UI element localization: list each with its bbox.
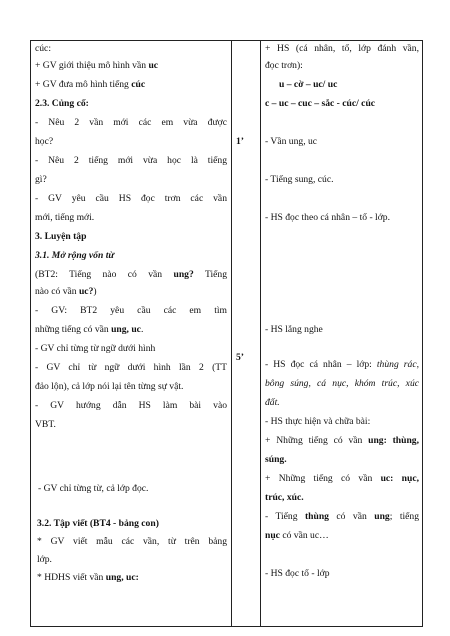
text-line: - GV chỉ từ ngữ dưới hình lần 2 (TT <box>35 362 227 373</box>
text-line: - GV chỉ từng từ ngữ dưới hình <box>35 343 156 354</box>
text-line: - HS thực hiện và chữa bài: <box>265 416 371 427</box>
text-line: bông súng, cá nục, khóm trúc, xúc <box>265 378 419 389</box>
text-line: + GV đưa mô hình tiếng cúc <box>35 79 146 90</box>
text-line: - HS đọc theo cá nhân – tổ - lớp. <box>265 212 390 223</box>
text-line: + Những tiếng có vần uc: nục, <box>265 473 420 484</box>
text-line: gì? <box>35 174 47 185</box>
text-line: - Vần ung, uc <box>265 136 318 147</box>
text-line: - GV hướng dẫn HS làm bài vào <box>35 400 227 411</box>
text-line: + GV giới thiệu mô hình vần uc <box>35 60 159 71</box>
text-line: * HDHS viết vần ung, uc: <box>37 572 139 583</box>
text-line: cúc: <box>35 43 51 54</box>
text-line: - HS lắng nghe <box>265 324 323 335</box>
duration-label: 5’ <box>236 352 244 363</box>
text-line: * GV viết mẫu các vần, từ trên bảng <box>37 536 227 547</box>
text-line: - GV chỉ từng từ, cả lớp đọc. <box>38 483 149 494</box>
section-heading: 3.2. Tập viết (BT4 - bảng con) <box>37 518 159 529</box>
text-line: nục có vần uc… <box>265 530 329 541</box>
time-column <box>232 41 260 626</box>
text-line: súng. <box>265 454 287 465</box>
text-line: đảo lộn), cả lớp nói lại tên từng sự vật. <box>35 381 184 392</box>
text-line: những tiếng có vần ung, uc. <box>35 324 144 335</box>
lesson-table <box>30 40 423 627</box>
text-line: (BT2: Tiếng nào có vần ung? Tiếng <box>35 269 228 280</box>
teacher-activities-column <box>35 41 227 626</box>
text-line: đọc trơn): <box>265 60 303 71</box>
text-line: trúc, xúc. <box>265 492 304 503</box>
text-line: đất. <box>265 397 280 408</box>
text-line: nào có vần uc?) <box>35 286 97 297</box>
student-activities-column <box>265 41 419 626</box>
column-divider <box>260 41 261 626</box>
text-line: c – uc – cuc – sắc - cúc/ cúc <box>265 98 376 109</box>
text-line: - GV: BT2 yêu cầu các em tìm <box>35 305 227 316</box>
text-line: u – cờ – uc/ uc <box>279 79 338 90</box>
text-line: - Tiếng sung, cúc. <box>265 174 334 185</box>
section-heading: 3.1. Mở rộng vốn từ <box>35 250 115 261</box>
text-line: VBT. <box>35 419 56 430</box>
text-line: - GV yêu cầu HS đọc trơn các vần <box>35 193 227 204</box>
text-line: - HS đọc tổ - lớp <box>265 568 330 579</box>
section-heading: 3. Luyện tập <box>35 231 87 242</box>
text-line: + HS (cá nhân, tổ, lớp đánh vần, <box>265 43 419 54</box>
text-line: mới, tiếng mới. <box>35 212 95 223</box>
text-line: - Nêu 2 vần mới các em vừa được <box>35 117 227 128</box>
text-line: - Tiếng thùng có vần ung; tiếng <box>265 511 420 522</box>
duration-label: 1’ <box>236 136 244 147</box>
text-line: lớp. <box>37 554 52 565</box>
text-line: - HS đọc cá nhân – lớp: thùng rác, <box>265 359 419 370</box>
text-line: + Những tiếng có vần ung: thùng, <box>265 435 419 446</box>
section-heading: 2.3. Củng cố: <box>35 98 89 109</box>
text-line: học? <box>35 136 54 147</box>
text-line: - Nêu 2 tiếng mới vừa học là tiếng <box>35 155 227 166</box>
